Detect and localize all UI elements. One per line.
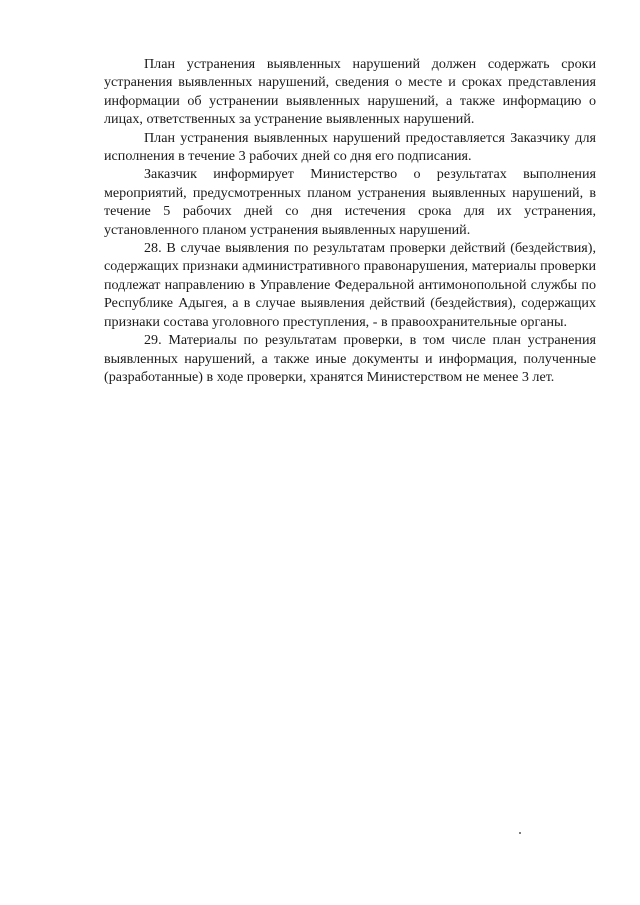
paragraph-plan-delivery: План устранения выявленных нарушений предоставляется Заказчику для исполнения в течение 3 рабочих дней со дня его подписания. — [104, 129, 596, 165]
paragraph-item-28: 28. В случае выявления по результатам проверки действий (бездействия), содержащих признаки административного правонарушения, материалы проверки подлежат направлению в Управление Федеральной антимонопольной службы по Республике Адыгея, а в случае выявления действий (бездействия), содержащих признаки состава уголовного преступления, - в правоохранительные органы. — [104, 240, 596, 330]
document-body — [104, 55, 596, 386]
scan-speck — [519, 832, 521, 834]
paragraph-plan-content: План устранения выявленных нарушений должен содержать сроки устранения выявленных нарушений, сведения о месте и сроках представления информации об устранении выявленных нарушений, а также информацию о лицах, ответственных за устранение выявленных нарушений. — [104, 56, 596, 128]
paragraph-item-29: 29. Материалы по результатам проверки, в том числе план устранения выявленных нарушений, а также иные документы и информация, полученные (разработанные) в ходе проверки, хранятся Министерством не менее 3 лет. — [104, 332, 596, 385]
paragraph-customer-informs: Заказчик информирует Министерство о результатах выполнения мероприятий, предусмотренных планом устранения выявленных нарушений, в течение 5 рабочих дней со дня истечения срока для их устранения, установленного планом устранения выявленных нарушений. — [104, 166, 596, 238]
